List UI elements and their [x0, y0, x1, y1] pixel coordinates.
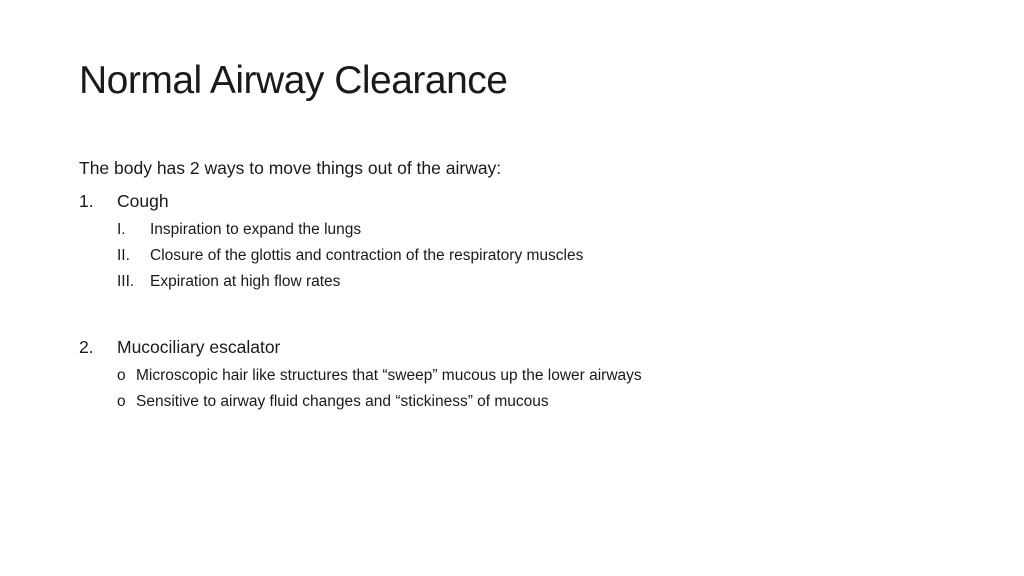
sub-list-mucociliary	[79, 363, 979, 415]
sub-item	[79, 389, 979, 415]
sub-item-text: Sensitive to airway fluid changes and “stickiness” of mucous	[136, 393, 549, 410]
hollow-bullet-icon: o	[117, 367, 126, 384]
list-number: 2.	[79, 337, 94, 357]
sub-item	[79, 363, 979, 389]
roman-numeral: II.	[117, 247, 130, 264]
list-label: Cough	[117, 191, 169, 211]
sub-item	[79, 269, 979, 295]
list-item-mucociliary-escalator	[79, 335, 979, 415]
spacer	[79, 295, 979, 335]
sub-list-cough	[79, 217, 979, 295]
roman-numeral: I.	[117, 221, 126, 238]
list-label: Mucociliary escalator	[117, 337, 281, 357]
roman-numeral: III.	[117, 273, 135, 290]
slide-body	[79, 156, 979, 415]
slide-title: Normal Airway Clearance	[79, 59, 508, 102]
sub-item	[79, 217, 979, 243]
sub-item	[79, 243, 979, 269]
sub-item-text: Expiration at high flow rates	[150, 273, 341, 290]
sub-item-text: Closure of the glottis and contraction of the respiratory muscles	[150, 247, 584, 264]
list-item-cough	[79, 189, 979, 295]
sub-item-text: Inspiration to expand the lungs	[150, 221, 362, 238]
intro-text: The body has 2 ways to move things out of the airway:	[79, 158, 502, 178]
sub-item-text: Microscopic hair like structures that “sweep” mucous up the lower airways	[136, 367, 642, 384]
list-number: 1.	[79, 191, 94, 211]
hollow-bullet-icon: o	[117, 393, 126, 410]
